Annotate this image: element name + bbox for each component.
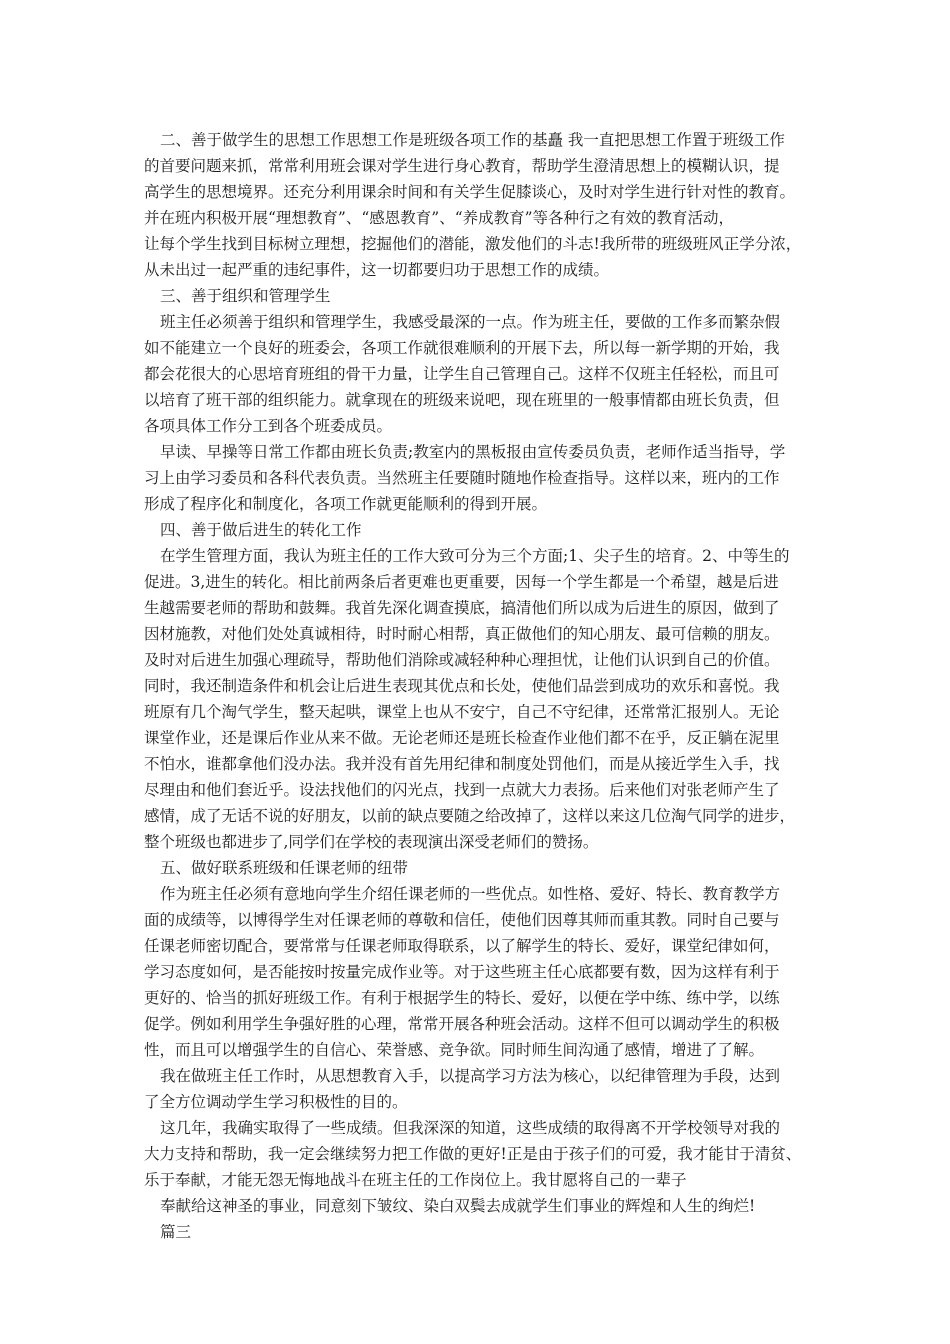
text-line: 性，而且可以增强学生的自信心、荣誉感、竞争欲。同时师生间沟通了感情，增进了了解。 — [144, 1041, 765, 1059]
text-line: 因材施教，对他们处处真诚相待，时时耐心相帮，真正做他们的知心朋友、最可信赖的朋友。 — [144, 625, 780, 643]
text-line: 课堂作业，还是课后作业从来不做。无论老师还是班长检查作业他们都不在乎，反正躺在泥里 — [144, 729, 780, 747]
text-line: 班原有几个淘气学生，整天起哄，课堂上也从不安宁，自己不守纪律，还常常汇报别人。无论 — [144, 703, 780, 721]
text-line: 以培育了班干部的组织能力。就拿现在的班级来说吧，现在班里的一般事情都由班长负责，但 — [144, 391, 780, 409]
text-line: 形成了程序化和制度化，各项工作就更能顺利的得到开展。 — [144, 495, 548, 513]
text-line: 我在做班主任工作时，从思想教育入手，以提高学习方法为核心，以纪律管理为手段，达到 — [160, 1067, 781, 1085]
text-line: 促学。例如利用学生争强好胜的心理，常常开展各种班会活动。这样不但可以调动学生的积极 — [144, 1015, 780, 1033]
text-line: 五、做好联系班级和任课老师的纽带 — [160, 859, 409, 877]
text-line: 不怕水，谁都拿他们没办法。我并没有首先用纪律和制度处罚他们，而是从接近学生入手，找 — [144, 755, 780, 773]
text-line: 早读、早操等日常工作都由班长负责;教室内的黑板报由宣传委员负责，老师作适当指导，学 — [160, 443, 786, 461]
text-line: 三、善于组织和管理学生 — [160, 287, 331, 305]
text-line: 生越需要老师的帮助和鼓舞。我首先深化调查摸底，搞清他们所以成为后进生的原因，做到了 — [144, 599, 780, 617]
text-line: 让每个学生找到目标树立理想，挖掘他们的潜能，激发他们的斗志!我所带的班级班风正学分浓， — [144, 235, 802, 253]
text-line: 了全方位调动学生学习积极性的目的。 — [144, 1093, 408, 1111]
text-line: 促进。3,进生的转化。相比前两条后者更难也更重要，因每一个学生都是一个希望，越是后进 — [144, 573, 779, 591]
text-line: 任课老师密切配合，要常常与任课老师取得联系，以了解学生的特长、爱好，课堂纪律如何， — [144, 937, 780, 955]
document-body — [144, 127, 824, 1245]
text-line: 学习态度如何，是否能按时按量完成作业等。对于这些班主任心底都要有数，因为这样有利于 — [144, 963, 780, 981]
text-line: 二、善于做学生的思想工作思想工作是班级各项工作的基矗 我一直把思想工作置于班级工作 — [160, 131, 785, 149]
text-line: 并在班内积极开展“理想教育”、“感恩教育”、“养成教育”等各种行之有效的教育活动， — [144, 209, 735, 227]
text-line: 感情，成了无话不说的好朋友，以前的缺点要随之给改掉了，这样以来这几位淘气同学的进步， — [144, 807, 796, 825]
text-line: 都会花很大的心思培育班组的骨干力量，让学生自己管理自己。这样不仅班主任轻松，而且可 — [144, 365, 780, 383]
text-line: 及时对后进生加强心理疏导，帮助他们消除或减轻种种心理担忧，让他们认识到自己的价值。 — [144, 651, 780, 669]
text-line: 更好的、恰当的抓好班级工作。有利于根据学生的特长、爱好，以便在学中练、练中学，以练 — [144, 989, 780, 1007]
text-line: 高学生的思想境界。还充分利用课余时间和有关学生促膝谈心，及时对学生进行针对性的教育。 — [144, 183, 796, 201]
text-line: 面的成绩等，以博得学生对任课老师的尊敬和信任，使他们因尊其师而重其教。同时自己要与 — [144, 911, 780, 929]
text-line: 从未出过一起严重的违纪事件，这一切都要归功于思想工作的成绩。 — [144, 261, 610, 279]
text-line: 大力支持和帮助，我一定会继续努力把工作做的更好!正是由于孩子们的可爱，我才能甘于清贫、 — [144, 1145, 802, 1163]
text-line: 作为班主任必须有意地向学生介绍任课老师的一些优点。如性格、爱好、特长、教育教学方 — [160, 885, 781, 903]
text-line: 奉献给这神圣的事业，同意刻下皱纹、染白双鬓去成就学生们事业的辉煌和人生的绚烂! — [160, 1197, 756, 1215]
text-line: 尽理由和他们套近乎。设法找他们的闪光点，找到一点就大力表扬。后来他们对张老师产生了 — [144, 781, 780, 799]
text-line: 同时，我还制造条件和机会让后进生表现其优点和长处，使他们品尝到成功的欢乐和喜悦。我 — [144, 677, 780, 695]
text-line: 习上由学习委员和各科代表负责。当然班主任要随时随地作检查指导。这样以来，班内的工作 — [144, 469, 780, 487]
text-line: 的首要问题来抓，常常利用班会课对学生进行身心教育，帮助学生澄清思想上的模糊认识，提 — [144, 157, 780, 175]
text-line: 在学生管理方面，我认为班主任的工作大致可分为三个方面;1、尖子生的培育。2、中等生的 — [160, 547, 790, 565]
text-line: 篇三 — [160, 1223, 192, 1241]
text-line: 四、善于做后进生的转化工作 — [160, 521, 362, 539]
text-line: 如不能建立一个良好的班委会，各项工作就很难顺利的开展下去，所以每一新学期的开始，我 — [144, 339, 780, 357]
text-line: 乐于奉献，才能无怨无悔地战斗在班主任的工作岗位上。我甘愿将自己的一辈子 — [144, 1171, 687, 1189]
text-line: 整个班级也都进步了,同学们在学校的表现演出深受老师们的赞扬。 — [144, 833, 599, 851]
text-line: 各项具体工作分工到各个班委成员。 — [144, 417, 393, 435]
text-line: 这几年，我确实取得了一些成绩。但我深深的知道，这些成绩的取得离不开学校领导对我的 — [160, 1119, 781, 1137]
text-line: 班主任必须善于组织和管理学生，我感受最深的一点。作为班主任，要做的工作多而繁杂假 — [160, 313, 781, 331]
